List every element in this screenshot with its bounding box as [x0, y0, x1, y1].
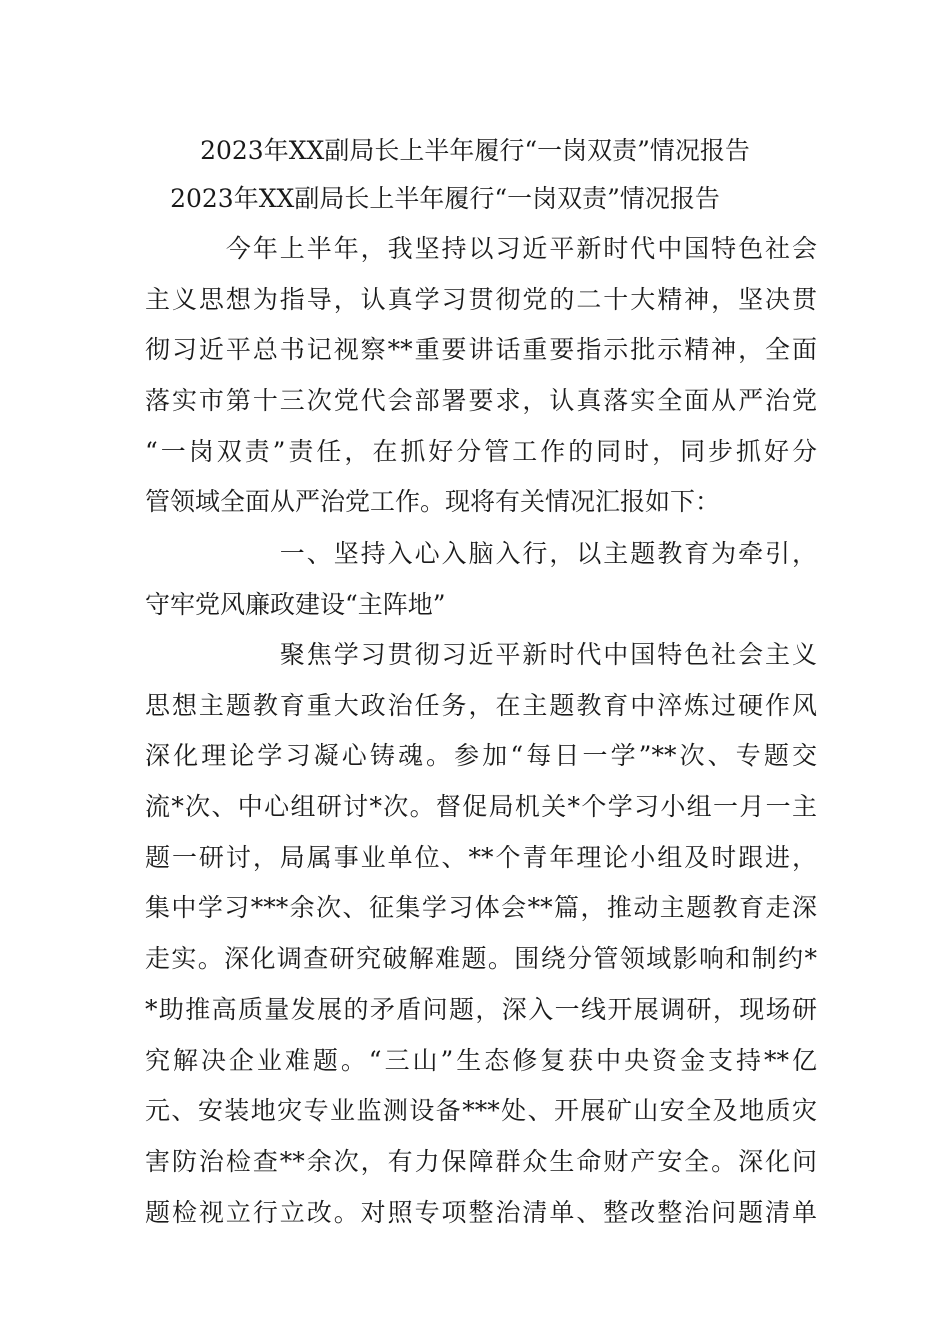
- document-title: 2023年XX副局长上半年履行“一岗双责”情况报告: [200, 136, 750, 165]
- text-line: 集中学习***余次、征集学习体会**篇，推动主题教育走深: [145, 893, 817, 923]
- text-line: 深化理论学习凝心铸魂。参加“每日一学”**次、专题交: [145, 741, 817, 771]
- text-line: 一、坚持入心入脑入行，以主题教育为牵引，: [145, 539, 817, 568]
- text-line: 究解决企业难题。“三山”生态修复获中央资金支持**亿: [145, 1045, 817, 1075]
- text-line: 害防治检查**余次，有力保障群众生命财产安全。深化问: [145, 1146, 817, 1176]
- text-line: 题检视立行立改。对照专项整治清单、整改整治问题清单: [145, 1197, 817, 1227]
- text-line: 守牢党风廉政建设“主阵地”: [145, 589, 446, 619]
- text-line: 管领域全面从严治党工作。现将有关情况汇报如下：: [145, 487, 721, 517]
- text-line: 今年上半年，我坚持以习近平新时代中国特色社会: [145, 234, 817, 263]
- text-line: 思想主题教育重大政治任务，在主题教育中淬炼过硬作风: [145, 690, 817, 720]
- text-line: 主义思想为指导，认真学习贯彻党的二十大精神，坚决贯: [145, 284, 817, 314]
- text-line: *助推高质量发展的矛盾问题，深入一线开展调研，现场研: [145, 994, 817, 1024]
- text-line: 聚焦学习贯彻习近平新时代中国特色社会主义: [145, 640, 817, 669]
- text-line: 落实市第十三次党代会部署要求，认真落实全面从严治党: [145, 386, 817, 416]
- text-line: “一岗双责”责任，在抓好分管工作的同时，同步抓好分: [145, 436, 817, 466]
- text-line: 题一研讨，局属事业单位、**个青年理论小组及时跟进，: [145, 842, 817, 872]
- text-line: 元、安装地灾专业监测设备***处、开展矿山安全及地质灾: [145, 1096, 817, 1126]
- text-line: 流*次、中心组研讨*次。督促局机关*个学习小组一月一主: [145, 792, 817, 822]
- body-paragraph: [145, 630, 817, 1238]
- text-line: 走实。深化调查研究破解难题。围绕分管领域影响和制约*: [145, 944, 817, 974]
- intro-paragraph: [145, 224, 817, 528]
- document-title-repeat: 2023年XX副局长上半年履行“一岗双责”情况报告: [170, 184, 720, 213]
- section-heading-1: [145, 529, 817, 630]
- text-line: 彻习近平总书记视察**重要讲话重要指示批示精神，全面: [145, 335, 817, 365]
